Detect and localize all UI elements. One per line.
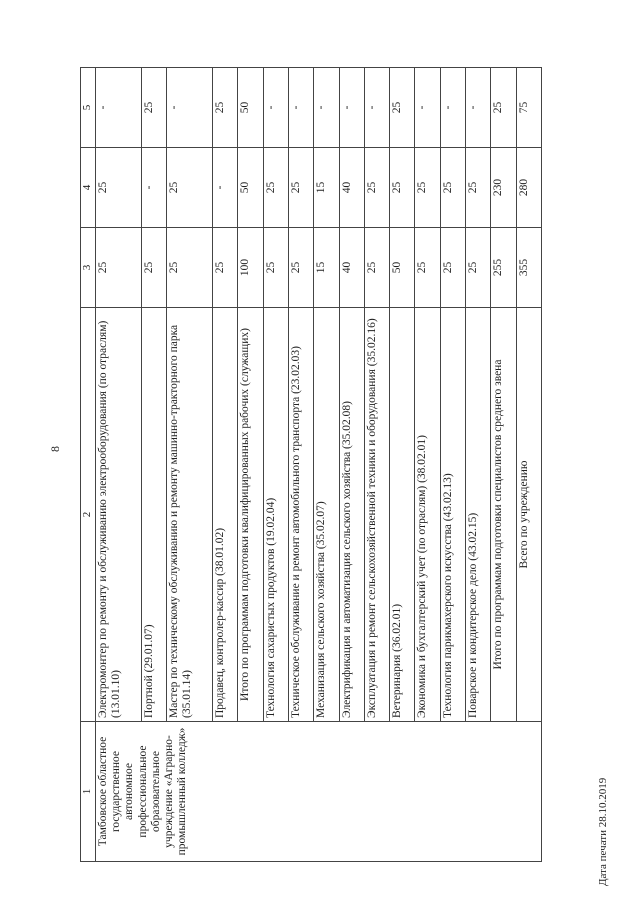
subtotal-label-cell: Итого по программам подготовки специалистов среднего звена bbox=[491, 308, 516, 722]
value-cell: 25 bbox=[96, 148, 142, 228]
value-cell: 25 bbox=[440, 148, 465, 228]
value-cell: 25 bbox=[141, 228, 166, 308]
organization-cell: Тамбовское областное государственное автономное профессиональное образовательное учреждение «Аграрно-промышленный колледж» bbox=[96, 722, 542, 862]
column-header: 5 bbox=[81, 68, 96, 148]
print-date: Дата печати 28.10.2019 bbox=[597, 777, 609, 886]
value-cell: - bbox=[415, 68, 440, 148]
admission-table-wrapper bbox=[80, 68, 542, 862]
program-name-cell: Портной (29.01.07) bbox=[141, 308, 166, 722]
table-row bbox=[96, 68, 142, 862]
value-cell: 100 bbox=[238, 228, 263, 308]
value-cell: - bbox=[167, 68, 213, 148]
value-cell: 25 bbox=[263, 228, 288, 308]
program-name-cell: Технология парикмахерского искусства (43.02.13) bbox=[440, 308, 465, 722]
column-header: 2 bbox=[81, 308, 96, 722]
value-cell: 25 bbox=[263, 148, 288, 228]
value-cell: 25 bbox=[390, 68, 415, 148]
admission-table bbox=[80, 67, 542, 862]
value-cell: 25 bbox=[491, 68, 516, 148]
value-cell: - bbox=[339, 68, 364, 148]
value-cell: 25 bbox=[213, 228, 238, 308]
value-cell: 25 bbox=[289, 148, 314, 228]
program-name-cell: Электромонтер по ремонту и обслуживанию электрооборудования (по отраслям) (13.01.10) bbox=[96, 308, 142, 722]
value-cell: 25 bbox=[167, 148, 213, 228]
value-cell: 25 bbox=[213, 68, 238, 148]
value-cell: 15 bbox=[314, 148, 339, 228]
program-name-cell: Поварское и кондитерское дело (43.02.15) bbox=[466, 308, 491, 722]
value-cell: 40 bbox=[339, 228, 364, 308]
value-cell: - bbox=[263, 68, 288, 148]
program-name-cell: Электрификация и автоматизация сельского хозяйства (35.02.08) bbox=[339, 308, 364, 722]
value-cell: 15 bbox=[314, 228, 339, 308]
value-cell: - bbox=[289, 68, 314, 148]
value-cell: - bbox=[364, 68, 389, 148]
column-header: 1 bbox=[81, 722, 96, 862]
value-cell: 25 bbox=[364, 228, 389, 308]
program-name-cell: Эксплуатация и ремонт сельскохозяйственной техники и оборудования (35.02.16) bbox=[364, 308, 389, 722]
value-cell: 255 bbox=[491, 228, 516, 308]
program-name-cell: Экономика и бухгалтерский учет (по отраслям) (38.02.01) bbox=[415, 308, 440, 722]
value-cell: 25 bbox=[415, 228, 440, 308]
value-cell: 25 bbox=[167, 228, 213, 308]
page-number: 8 bbox=[48, 446, 62, 452]
program-name-cell: Технология сахаристых продуктов (19.02.04) bbox=[263, 308, 288, 722]
value-cell: 25 bbox=[364, 148, 389, 228]
value-cell: 25 bbox=[96, 228, 142, 308]
value-cell: 355 bbox=[516, 228, 541, 308]
table-header-row bbox=[81, 68, 96, 862]
program-name-cell: Механизация сельского хозяйства (35.02.07) bbox=[314, 308, 339, 722]
value-cell: - bbox=[141, 148, 166, 228]
value-cell: - bbox=[440, 68, 465, 148]
program-name-cell: Мастер по техническому обслуживанию и ремонту машинно-тракторного парка (35.01.14) bbox=[167, 308, 213, 722]
value-cell: - bbox=[314, 68, 339, 148]
value-cell: - bbox=[466, 68, 491, 148]
value-cell: 25 bbox=[415, 148, 440, 228]
value-cell: - bbox=[96, 68, 142, 148]
grand-total-label-cell: Всего по учреждению bbox=[516, 308, 541, 722]
value-cell: - bbox=[213, 148, 238, 228]
subtotal-label-cell: Итого по программам подготовки квалифицированных рабочих (служащих) bbox=[238, 308, 263, 722]
value-cell: 230 bbox=[491, 148, 516, 228]
program-name-cell: Продавец, контролер-кассир (38.01.02) bbox=[213, 308, 238, 722]
value-cell: 50 bbox=[238, 68, 263, 148]
column-header: 3 bbox=[81, 228, 96, 308]
value-cell: 25 bbox=[390, 148, 415, 228]
program-name-cell: Ветеринария (36.02.01) bbox=[390, 308, 415, 722]
column-header: 4 bbox=[81, 148, 96, 228]
value-cell: 280 bbox=[516, 148, 541, 228]
value-cell: 25 bbox=[466, 148, 491, 228]
program-name-cell: Техническое обслуживание и ремонт автомобильного транспорта (23.02.03) bbox=[289, 308, 314, 722]
value-cell: 75 bbox=[516, 68, 541, 148]
value-cell: 50 bbox=[390, 228, 415, 308]
value-cell: 25 bbox=[466, 228, 491, 308]
value-cell: 50 bbox=[238, 148, 263, 228]
value-cell: 40 bbox=[339, 148, 364, 228]
value-cell: 25 bbox=[289, 228, 314, 308]
value-cell: 25 bbox=[141, 68, 166, 148]
value-cell: 25 bbox=[440, 228, 465, 308]
